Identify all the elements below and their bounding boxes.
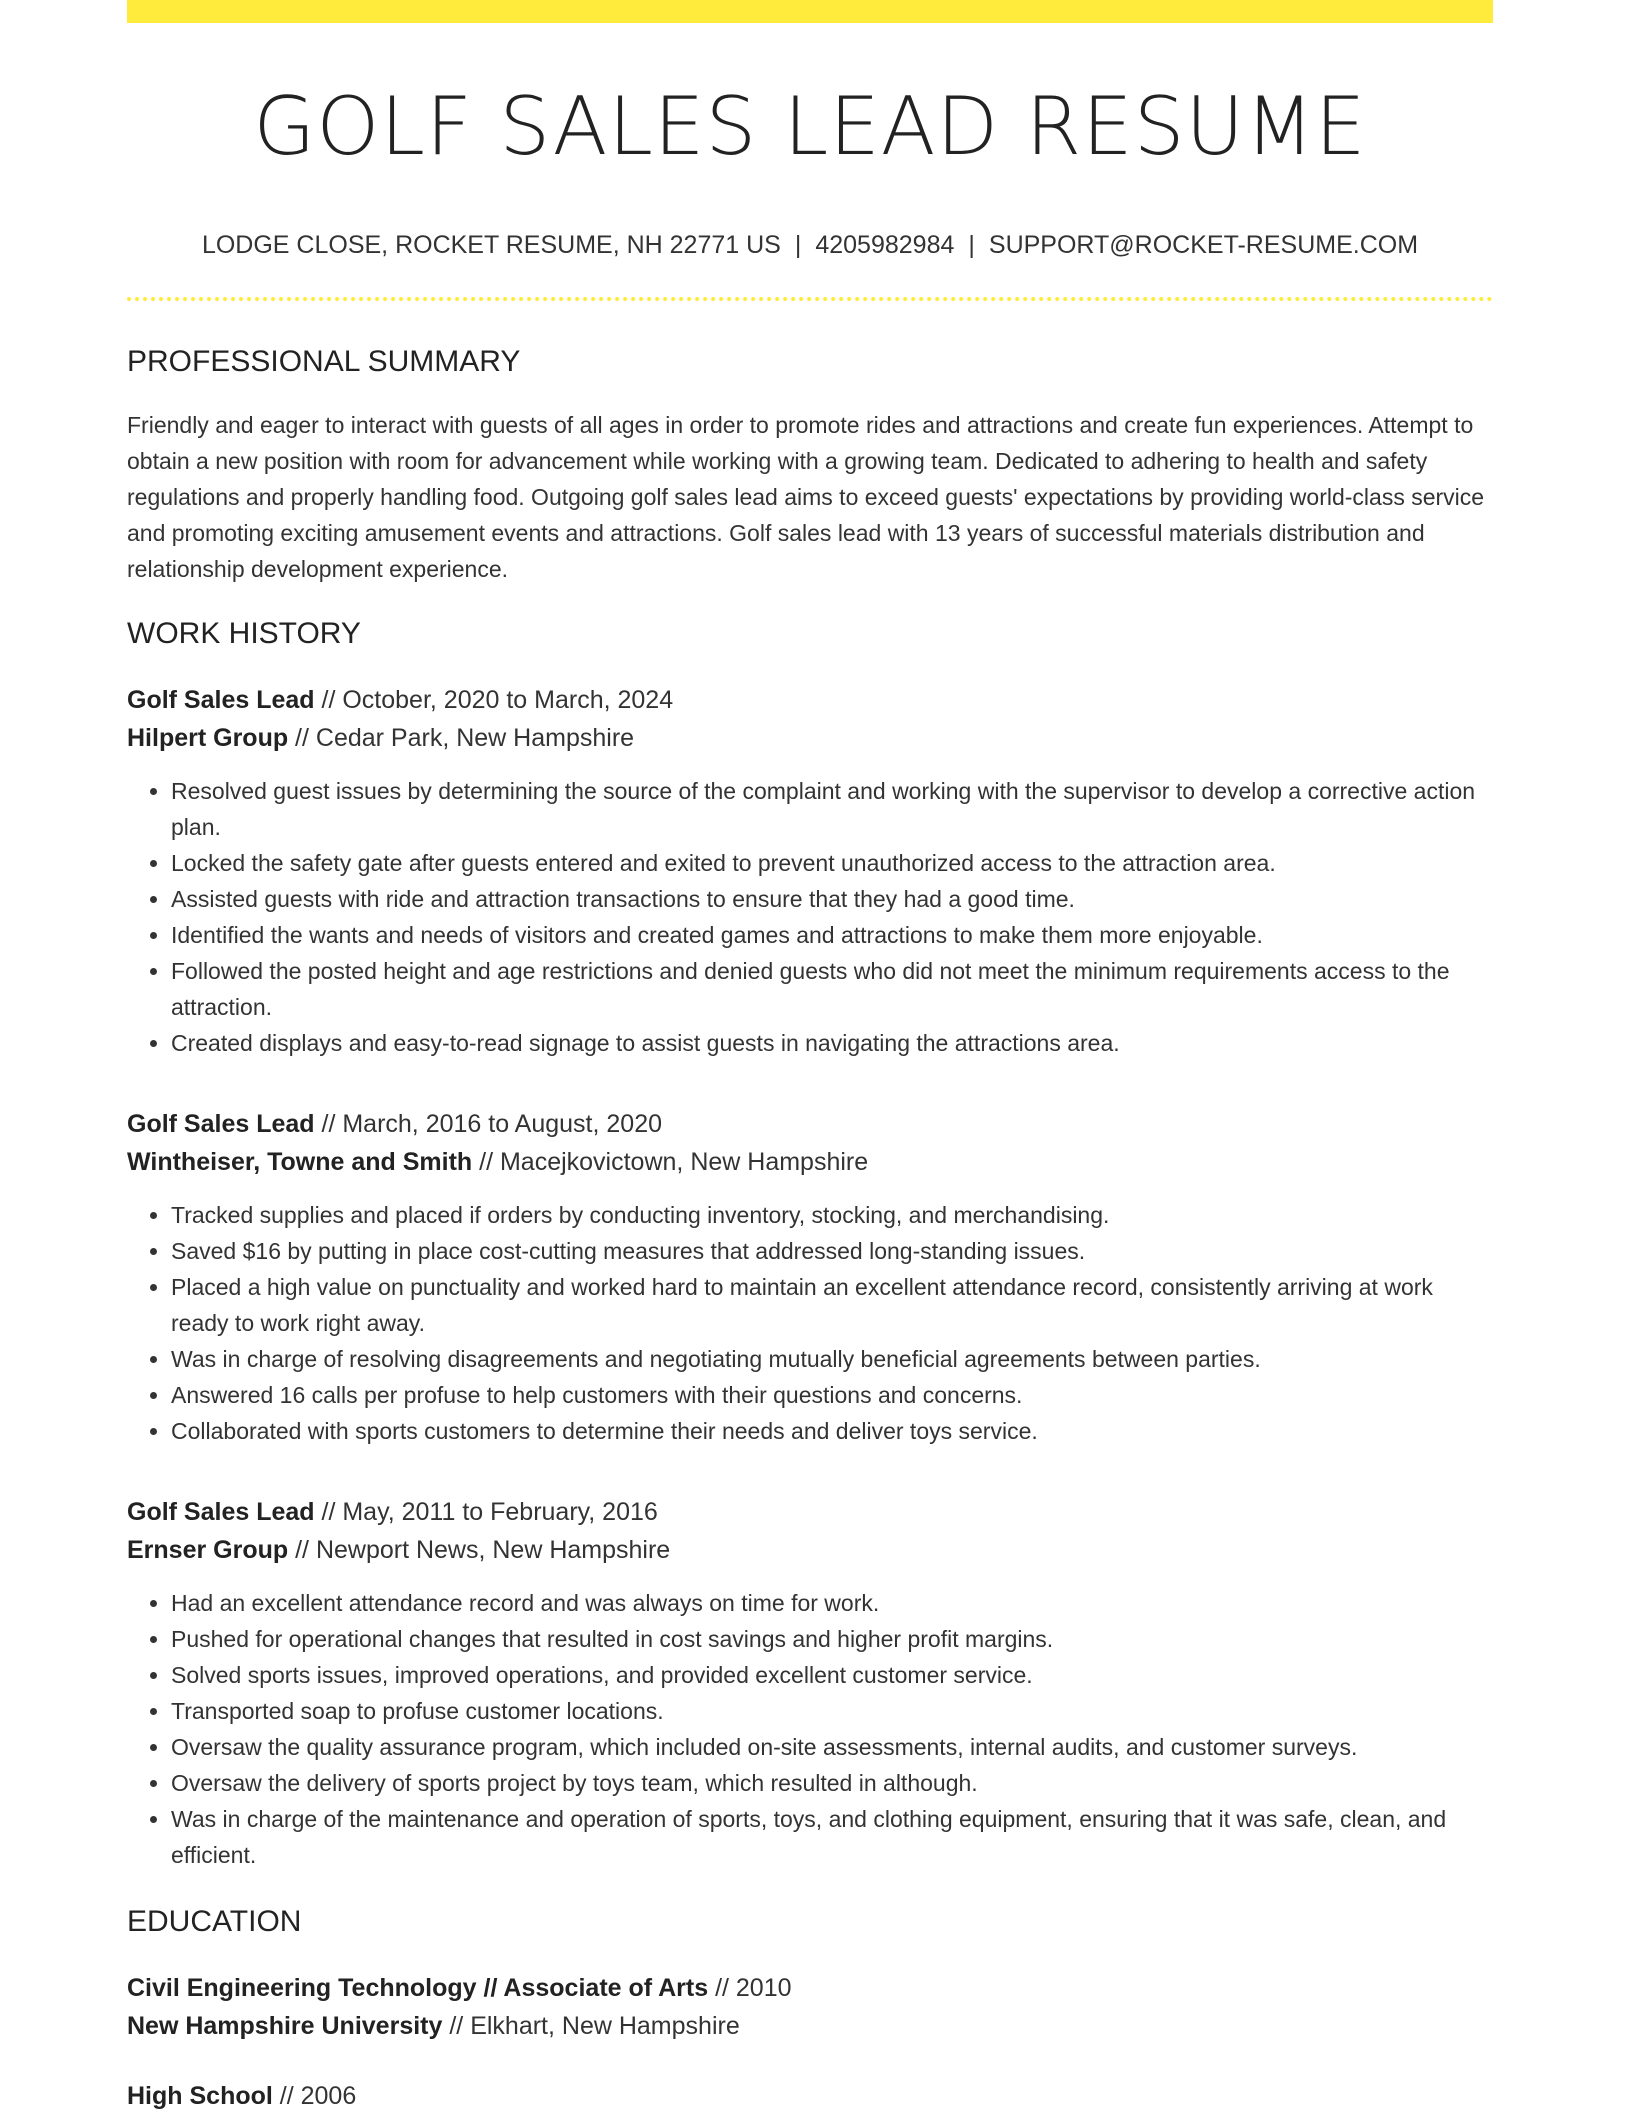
contact-phone: 4205982984 [815,231,955,259]
job-location: // Newport News, New Hampshire [288,1536,671,1564]
education-degree-line [127,2077,1493,2115]
job-title-line [127,1105,1493,1143]
job-bullets [127,1197,1493,1449]
education-degree: Civil Engineering Technology // Associate of Arts [127,1974,709,2002]
job-location: // Cedar Park, New Hampshire [288,724,635,752]
contact-email: SUPPORT@ROCKET-RESUME.COM [988,231,1419,259]
dotted-divider [127,297,1493,301]
education-year: // 2010 [708,1974,792,2002]
education-school: New Hampshire University [127,2012,443,2040]
job-title: Golf Sales Lead [127,1110,315,1138]
contact-separator: | [794,231,802,259]
job-title: Golf Sales Lead [127,686,315,714]
section-heading-summary: PROFESSIONAL SUMMARY [127,345,521,378]
education-entry [127,1969,1493,2045]
job-company: Hilpert Group [127,724,289,752]
list-item: • Locked the safety gate after guests entered and exited to prevent unauthorized access to the attraction area. [171,845,1493,881]
list-item: • Was in charge of the maintenance and operation of sports, toys, and clothing equipment, ensuring that it was safe, clean, and efficient. [171,1801,1493,1873]
job-location: // Macejkovictown, New Hampshire [472,1148,869,1176]
section-heading-education: EDUCATION [127,1905,302,1938]
list-item: • Tracked supplies and placed if orders by conducting inventory, stocking, and merchandising. [171,1197,1493,1233]
job-entry [127,1105,1493,1449]
job-title: Golf Sales Lead [127,1498,315,1526]
education-school-line [127,2007,1493,2045]
education-degree: High School [127,2082,273,2110]
list-item: • Collaborated with sports customers to determine their needs and deliver toys service. [171,1413,1493,1449]
education-degree-line [127,1969,1493,2007]
job-company-line [127,1143,1493,1181]
list-item: • Was in charge of resolving disagreements and negotiating mutually beneficial agreements between parties. [171,1341,1493,1377]
job-bullets [127,1585,1493,1873]
list-item: • Answered 16 calls per profuse to help customers with their questions and concerns. [171,1377,1493,1413]
section-heading-work-history: WORK HISTORY [127,617,361,650]
job-entry [127,681,1493,1061]
job-dates: // October, 2020 to March, 2024 [314,686,674,714]
list-item: • Pushed for operational changes that resulted in cost savings and higher profit margins. [171,1621,1493,1657]
job-dates: // May, 2011 to February, 2016 [314,1498,658,1526]
job-entry [127,1493,1493,1873]
list-item: • Oversaw the delivery of sports project by toys team, which resulted in although. [171,1765,1493,1801]
list-item: • Solved sports issues, improved operations, and provided excellent customer service. [171,1657,1493,1693]
job-company-line [127,1531,1493,1569]
contact-separator: | [968,231,975,259]
job-dates: // March, 2016 to August, 2020 [314,1110,663,1138]
list-item: • Oversaw the quality assurance program, which included on-site assessments, internal audits, and customer surveys. [171,1729,1493,1765]
list-item: • Assisted guests with ride and attraction transactions to ensure that they had a good time. [171,881,1493,917]
job-company: Wintheiser, Towne and Smith [127,1148,473,1176]
list-item: • Transported soap to profuse customer locations. [171,1693,1493,1729]
job-company-line [127,719,1493,757]
contact-address: LODGE CLOSE, ROCKET RESUME, NH 22771 US [201,231,781,259]
education-location: // Elkhart, New Hampshire [442,2012,740,2040]
list-item: • Created displays and easy-to-read signage to assist guests in navigating the attractions area. [171,1025,1493,1061]
resume-page [127,0,1493,2115]
resume-title: GOLF SALES LEAD RESUME [253,80,1367,173]
list-item: • Resolved guest issues by determining the source of the complaint and working with the supervisor to develop a corrective action plan. [171,773,1493,845]
job-title-line [127,1493,1493,1531]
education-entry [127,2077,1493,2115]
job-title-line [127,681,1493,719]
accent-top-bar [127,0,1493,23]
contact-line [127,231,1493,260]
list-item: • Placed a high value on punctuality and worked hard to maintain an excellent attendance record, consistently arriving at work ready to work right away. [171,1269,1493,1341]
list-item: • Followed the posted height and age restrictions and denied guests who did not meet the minimum requirements access to the attraction. [171,953,1493,1025]
job-company: Ernser Group [127,1536,289,1564]
job-bullets [127,773,1493,1061]
summary-text: Friendly and eager to interact with guests of all ages in order to promote rides and attractions and create fun experiences. Attempt to obtain a new position with room for advancement while working with a growing team. Dedicated to adhering to health and safety regulations and properly handling food. Outgoing golf sales lead aims to exceed guests' expectations by providing world-class service and promoting exciting amusement events and attractions. Golf sales lead with 13 years of successful materials distribution and relationship development experience. [127,412,1485,582]
list-item: • Had an excellent attendance record and was always on time for work. [171,1585,1493,1621]
list-item: • Identified the wants and needs of visitors and created games and attractions to make them more enjoyable. [171,917,1493,953]
list-item: • Saved $16 by putting in place cost-cutting measures that addressed long-standing issues. [171,1233,1493,1269]
education-year: // 2006 [272,2082,357,2110]
